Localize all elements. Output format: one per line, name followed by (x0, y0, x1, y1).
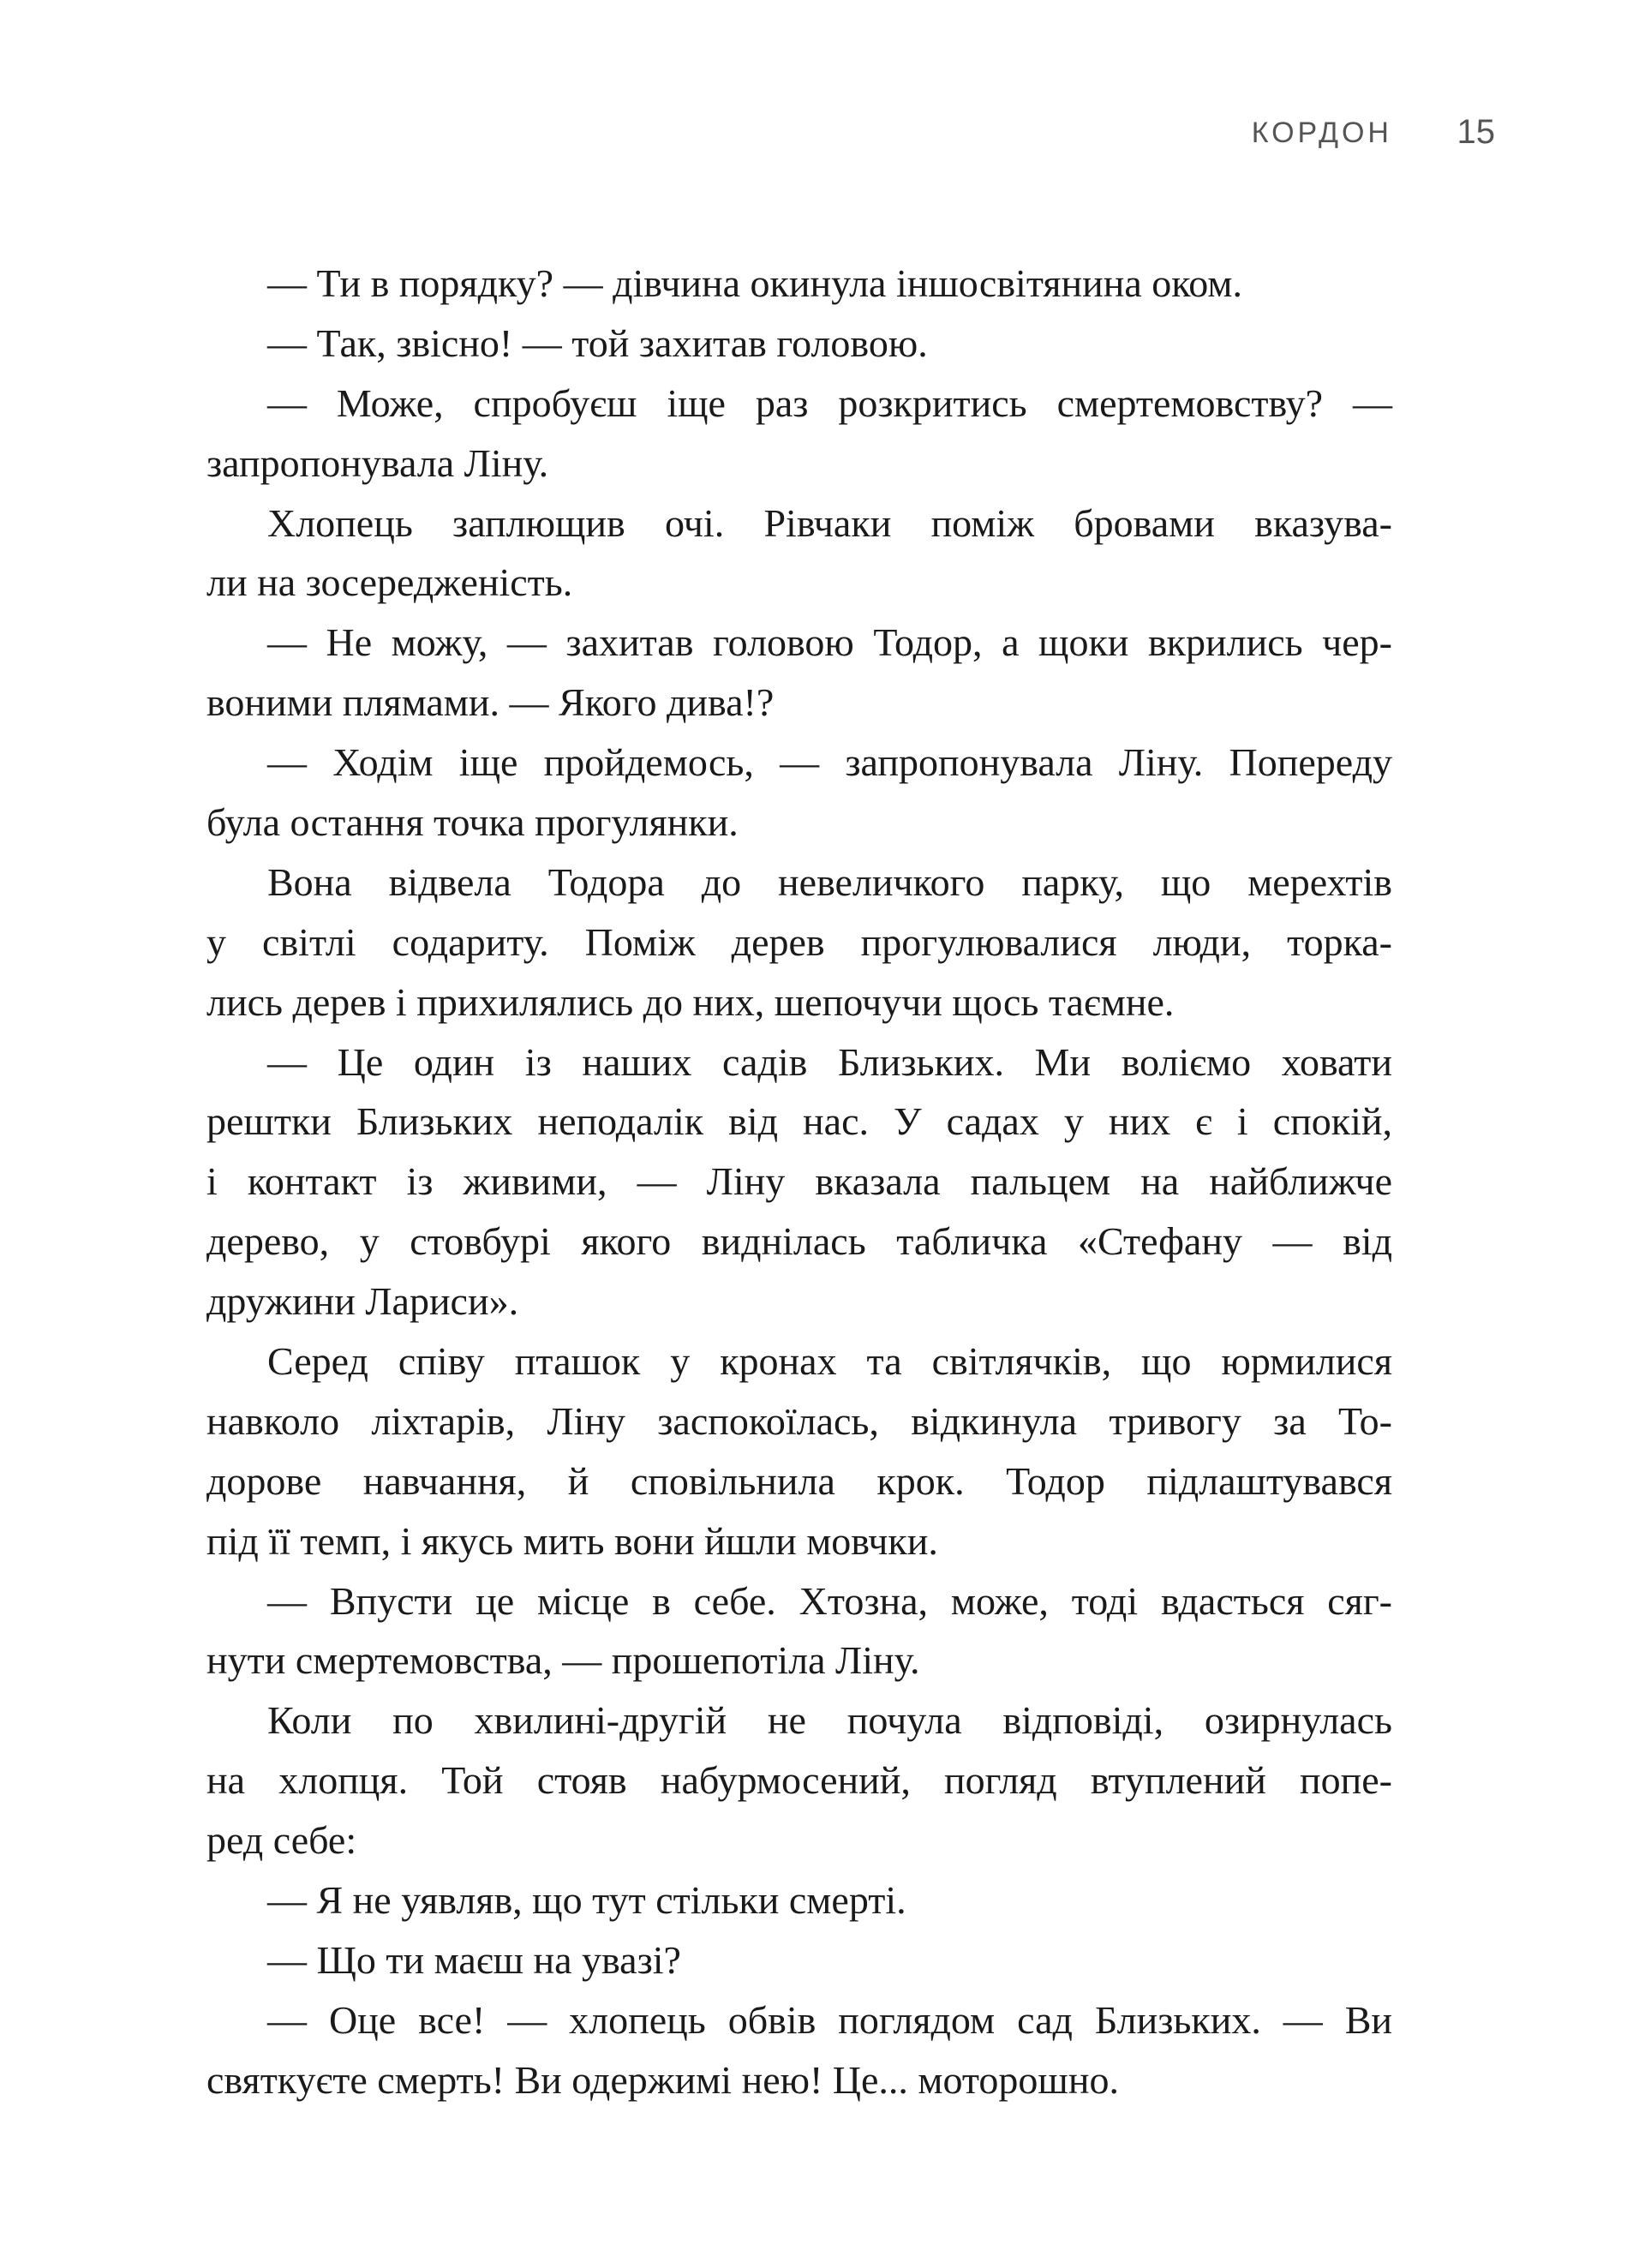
text-line: — Так, звісно! — той захитав головою. (267, 320, 928, 365)
text-line: на хлопця. Той стояв набурмосений, погляд втуплений попе- (206, 1758, 1392, 1803)
text-line: воними плямами. — Якого дива!? (206, 680, 775, 725)
text-line: святкуєте смерть! Ви одержимі нею! Це... моторошно. (206, 2057, 1119, 2102)
body-text (206, 254, 1392, 2110)
text-line: навколо ліхтарів, Ліну заспокоїлась, відкинула тривогу за То- (206, 1398, 1392, 1443)
text-line: — Ти в порядку? — дівчина окинула іншосвітянина оком. (267, 261, 1243, 305)
text-line: ли на зосередженість. (206, 560, 573, 605)
text-line: рештки Близьких неподалік від нас. У садах у них є і спокій, (206, 1099, 1392, 1144)
text-line: Хлопець заплющив очі. Рівчаки поміж бровами вказува- (267, 500, 1392, 545)
text-line: — Що ти маєш на увазі? (267, 1937, 681, 1982)
chapter-title: КОРДОН (1251, 117, 1392, 149)
text-line: — Ходім іще пройдемось, — запропонувала Ліну. Попереду (267, 740, 1392, 785)
text-line: ред себе: (206, 1818, 357, 1863)
text-line: і контакт із живими, — Ліну вказала пальцем на найближче (206, 1159, 1392, 1204)
text-line: дорове навчання, й сповільнила крок. Тодор підлаштувався (206, 1458, 1392, 1503)
text-line: лись дерев і прихилялись до них, шепочучи щось таємне. (206, 979, 1175, 1024)
text-line: під її темп, і якусь мить вони йшли мовчки. (206, 1518, 938, 1563)
text-line: Коли по хвилині-другій не почула відповіді, озирнулась (267, 1698, 1392, 1743)
text-line: — Може, спробуєш іще раз розкритись смертемовству? — (267, 380, 1392, 425)
text-line: у світлі содариту. Поміж дерев прогулювалися люди, торка- (206, 919, 1392, 964)
text-line: нути смертемовства, — прошепотіла Ліну. (206, 1638, 920, 1683)
text-line: Серед співу пташок у кронах та світлячків, що юрмилися (267, 1339, 1392, 1384)
text-line: — Я не уявляв, що тут стільки смерті. (267, 1878, 906, 1923)
text-line: запропонувала Ліну. (206, 440, 549, 485)
text-line: — Впусти це місце в себе. Хтозна, може, тоді вдасться сяг- (267, 1578, 1392, 1623)
text-line: Вона відвела Тодора до невеличкого парку, що мерехтів (267, 859, 1392, 904)
text-line: була остання точка прогулянки. (206, 800, 739, 845)
text-line: — Це один із наших садів Близьких. Ми воліємо ховати (267, 1039, 1392, 1084)
text-line: дерево, у стовбурі якого виднілась табличка «Стефану — від (206, 1219, 1392, 1264)
text-line: — Не можу, — захитав головою Тодор, а щоки вкрились чер- (267, 620, 1392, 665)
page-number: 15 (1457, 113, 1495, 151)
text-line: — Оце все! — хлопець обвів поглядом сад Близьких. — Ви (267, 1997, 1392, 2042)
running-head (1199, 113, 1495, 159)
text-line: дружини Лариси». (206, 1279, 519, 1324)
